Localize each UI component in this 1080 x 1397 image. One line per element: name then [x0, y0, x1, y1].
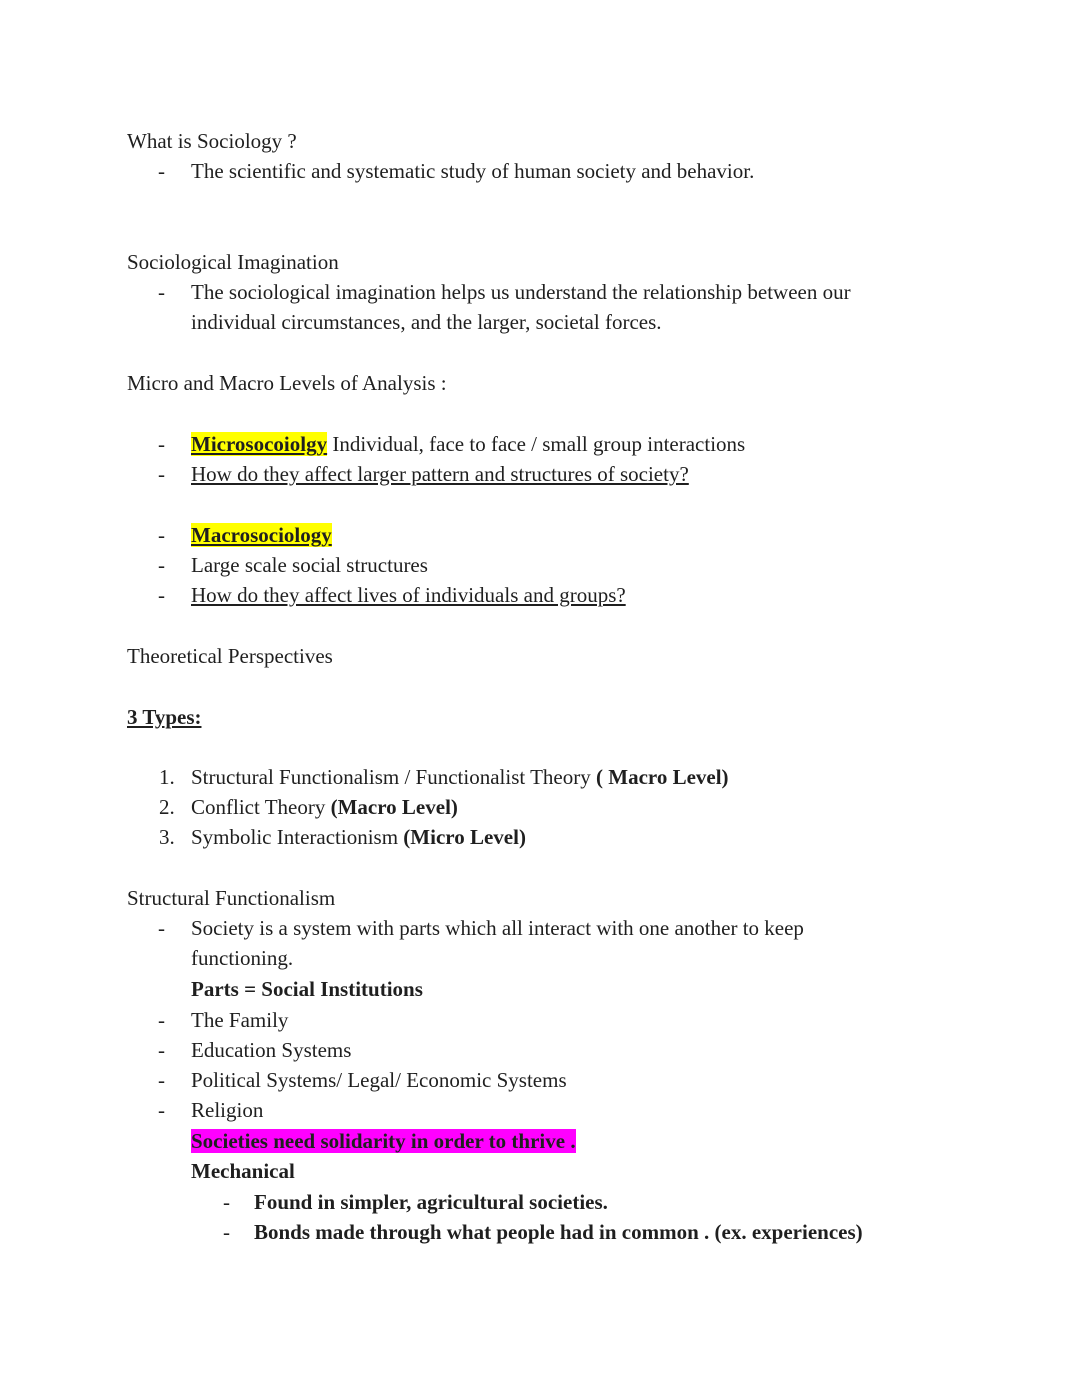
- macro-line: [191, 520, 332, 550]
- perspective-level: (Macro Level): [330, 795, 458, 819]
- solidarity-line: [191, 1126, 576, 1156]
- heading-theoretical-perspectives: Theoretical Perspectives: [127, 644, 333, 668]
- mechanical-item: Found in simpler, agricultural societies.: [254, 1190, 608, 1214]
- list-number: 3.: [159, 825, 175, 849]
- society-system-line2: functioning.: [191, 946, 294, 970]
- mechanical-label: Mechanical: [191, 1159, 295, 1183]
- perspective-item: [191, 822, 526, 852]
- heading-micro-macro: Micro and Macro Levels of Analysis :: [127, 371, 447, 395]
- perspective-level: (Micro Level): [403, 825, 526, 849]
- bullet-dash: -: [158, 159, 165, 183]
- micro-desc: Individual, face to face / small group interactions: [327, 432, 746, 456]
- types-label: 3 Types:: [127, 705, 202, 729]
- imagination-text-line1: The sociological imagination helps us understand the relationship between our: [191, 280, 851, 304]
- micro-question: How do they affect larger pattern and structures of society?: [191, 462, 689, 486]
- bullet-dash: -: [158, 1008, 165, 1032]
- heading-structural-functionalism: Structural Functionalism: [127, 886, 336, 910]
- perspective-name: Symbolic Interactionism: [191, 825, 404, 849]
- bullet-dash: -: [158, 553, 165, 577]
- macro-term: Macrosociology: [191, 523, 332, 547]
- society-system-line1: Society is a system with parts which all interact with one another to keep: [191, 916, 804, 940]
- bullet-dash: -: [158, 1038, 165, 1062]
- bullet-dash: -: [158, 1098, 165, 1122]
- perspective-name: Conflict Theory: [191, 795, 331, 819]
- bullet-dash: -: [158, 462, 165, 486]
- institution-item: The Family: [191, 1008, 289, 1032]
- heading-sociological-imagination: Sociological Imagination: [127, 250, 339, 274]
- list-number: 2.: [159, 795, 175, 819]
- institution-item: Political Systems/ Legal/ Economic Systems: [191, 1068, 567, 1092]
- definition-sociology: The scientific and systematic study of human society and behavior.: [191, 159, 755, 183]
- bullet-dash: -: [158, 583, 165, 607]
- macro-question: How do they affect lives of individuals and groups?: [191, 583, 626, 607]
- list-number: 1.: [159, 765, 175, 789]
- bullet-dash: -: [158, 1068, 165, 1092]
- parts-label: Parts = Social Institutions: [191, 977, 423, 1001]
- solidarity-highlight: Societies need solidarity in order to thrive .: [191, 1129, 576, 1153]
- bullet-dash: -: [223, 1190, 230, 1214]
- imagination-text-line2: individual circumstances, and the larger, societal forces.: [191, 310, 662, 334]
- bullet-dash: -: [158, 432, 165, 456]
- mechanical-item: Bonds made through what people had in common . (ex. experiences): [254, 1220, 863, 1244]
- perspective-level: ( Macro Level): [596, 765, 729, 789]
- perspective-item: [191, 762, 729, 792]
- bullet-dash: -: [158, 916, 165, 940]
- heading-what-is-sociology: What is Sociology ?: [127, 129, 297, 153]
- institution-item: Education Systems: [191, 1038, 352, 1062]
- micro-line: [191, 429, 745, 459]
- institution-item: Religion: [191, 1098, 264, 1122]
- bullet-dash: -: [158, 523, 165, 547]
- perspective-name: Structural Functionalism / Functionalist Theory: [191, 765, 596, 789]
- perspective-item: [191, 792, 458, 822]
- bullet-dash: -: [223, 1220, 230, 1244]
- bullet-dash: -: [158, 280, 165, 304]
- micro-term: Microsocoiolgy: [191, 432, 328, 456]
- macro-desc: Large scale social structures: [191, 553, 428, 577]
